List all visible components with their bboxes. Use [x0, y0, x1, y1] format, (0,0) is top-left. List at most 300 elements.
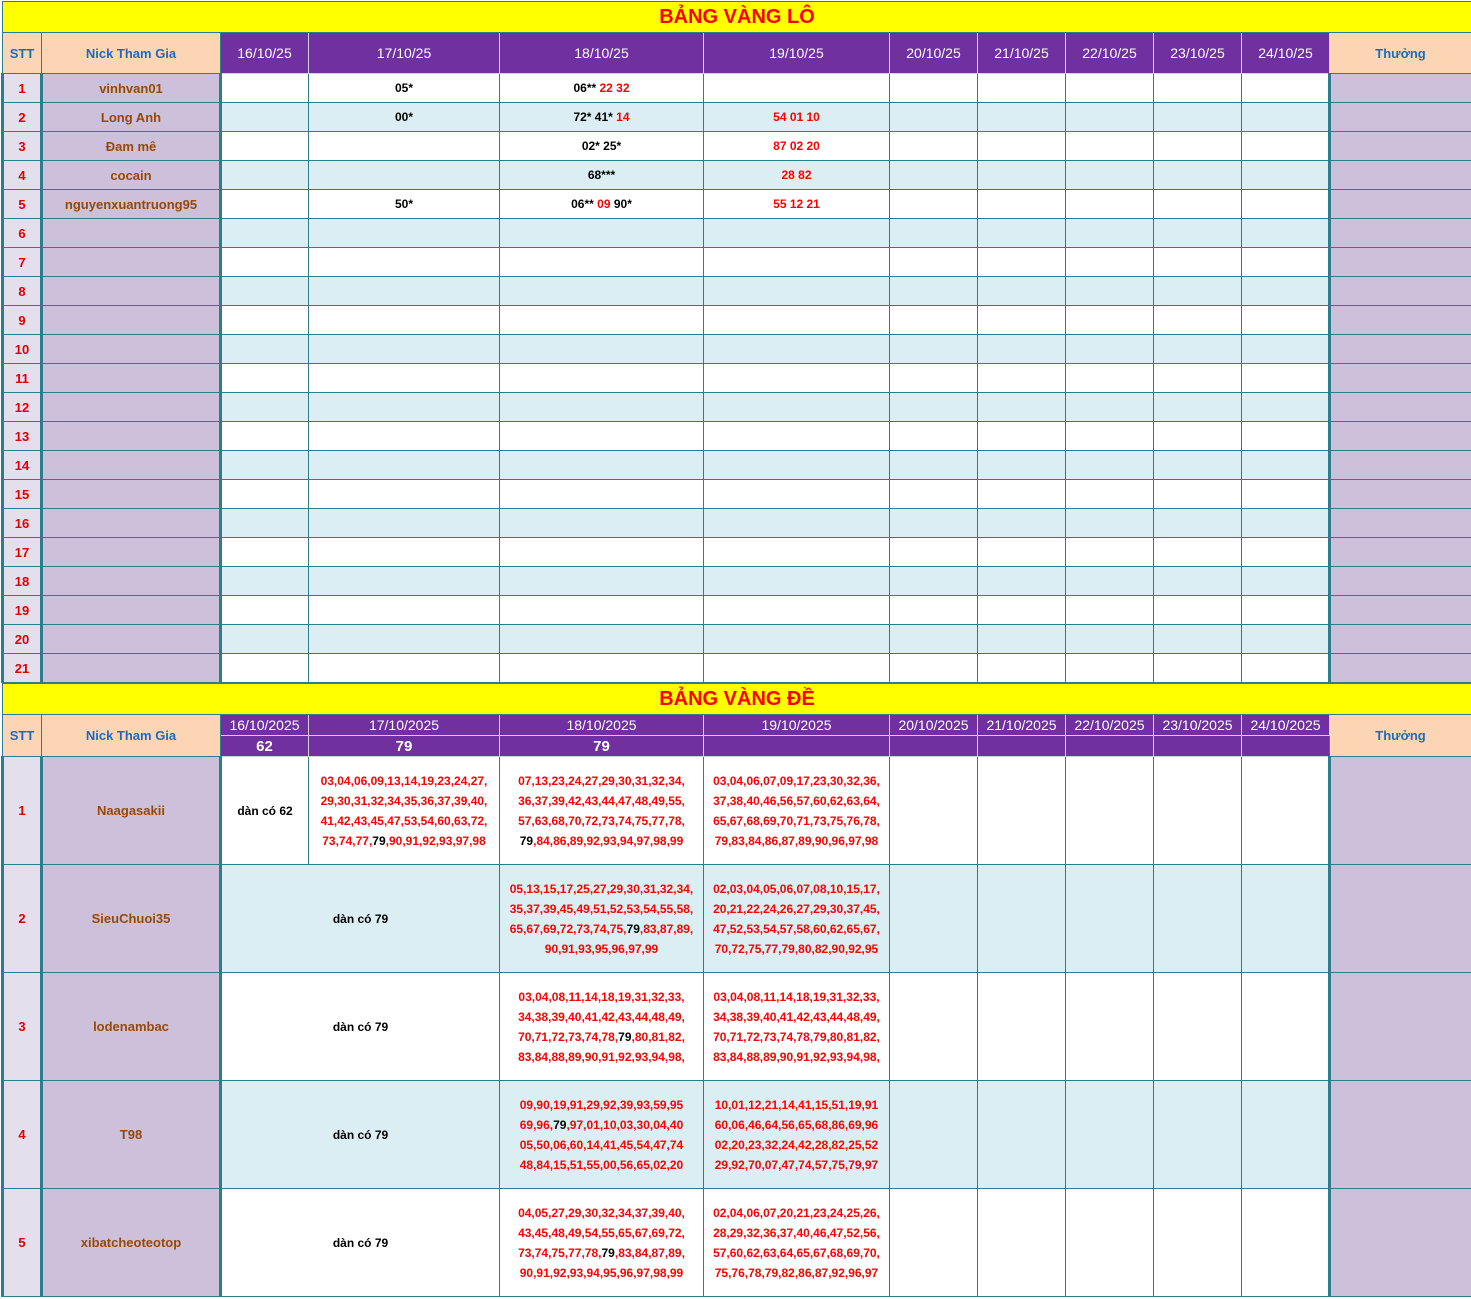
lo-cell — [500, 219, 704, 248]
de-number-text: 70,71,72,73,74,78, — [518, 1029, 619, 1044]
lo-row-stt: 6 — [3, 219, 42, 248]
de-number-line — [704, 987, 889, 1007]
lo-cell — [500, 567, 704, 596]
de-number-line — [704, 1007, 889, 1027]
lo-cell — [309, 248, 500, 277]
lo-cell — [704, 277, 890, 306]
de-result: 79 — [309, 736, 500, 757]
de-cell-empty — [1066, 1189, 1154, 1297]
de-number-text: 03,04,08,11,14,18,19,31,32,33, — [518, 989, 685, 1004]
lo-cell — [1066, 335, 1154, 364]
de-number-text: 79,83,84,86,87,89,90,96,97,98 — [714, 833, 879, 848]
de-cell-empty — [978, 973, 1066, 1081]
de-header-nick: Nick Tham Gia — [42, 715, 221, 757]
lo-cell — [890, 451, 978, 480]
lo-row-nick — [42, 364, 221, 393]
de-row-stt: 4 — [3, 1081, 42, 1189]
lo-cell — [221, 248, 309, 277]
lo-row — [3, 625, 1471, 654]
lo-cell — [221, 277, 309, 306]
lo-row-thuong — [1330, 422, 1471, 451]
de-cell-empty — [1242, 757, 1330, 865]
lo-cell — [1066, 451, 1154, 480]
bang-vang-de-table — [1, 683, 1471, 1297]
lo-cell — [309, 190, 500, 219]
lo-cell — [1154, 451, 1242, 480]
de-number-text: 04,05,27,29,30,32,34,37,39,40, — [518, 1205, 685, 1220]
lo-cell — [978, 190, 1066, 219]
lo-row-stt: 10 — [3, 335, 42, 364]
de-number-text: 03,04,08,11,14,18,19,31,32,33, — [713, 989, 880, 1004]
lo-cell — [500, 625, 704, 654]
lo-cell — [890, 364, 978, 393]
de-row — [3, 973, 1471, 1081]
lo-cell — [1242, 248, 1330, 277]
lo-cell — [1242, 509, 1330, 538]
de-number-line — [500, 1007, 703, 1027]
lo-cell — [1154, 625, 1242, 654]
lo-cell — [1242, 567, 1330, 596]
lo-row-nick — [42, 248, 221, 277]
lo-cell — [704, 161, 890, 190]
de-cell-empty — [1242, 973, 1330, 1081]
lo-cell — [890, 567, 978, 596]
de-row-stt: 5 — [3, 1189, 42, 1297]
lo-row-thuong — [1330, 161, 1471, 190]
de-number-line — [309, 771, 499, 791]
lo-cell — [1066, 306, 1154, 335]
lo-cell — [309, 103, 500, 132]
lo-cell — [1242, 364, 1330, 393]
lo-cell — [1066, 654, 1154, 683]
lo-number-text: 50* — [394, 197, 414, 211]
lo-cell — [221, 654, 309, 683]
de-header-date: 22/10/2025 — [1066, 715, 1154, 736]
de-cell-empty — [890, 973, 978, 1081]
lo-cell — [704, 480, 890, 509]
de-number-text: 60,06,46,64,56,65,68,86,69,96 — [714, 1117, 879, 1132]
lo-cell — [221, 364, 309, 393]
lo-row-thuong — [1330, 567, 1471, 596]
de-cell-text: dàn có 62 — [221, 757, 309, 865]
lo-number-text: 00* — [394, 110, 414, 124]
lo-cell — [704, 248, 890, 277]
de-cell-empty — [1242, 865, 1330, 973]
lo-title: BẢNG VÀNG LÔ — [3, 2, 1471, 33]
de-number-line — [500, 1263, 703, 1283]
lo-cell — [1154, 393, 1242, 422]
lo-number-text: 14 — [616, 110, 630, 124]
lo-cell — [890, 596, 978, 625]
lo-row-nick — [42, 335, 221, 364]
lo-row-nick — [42, 596, 221, 625]
lo-row — [3, 103, 1471, 132]
de-number-line — [500, 1155, 703, 1175]
lo-row — [3, 74, 1471, 103]
de-number-text: 29,92,70,07,47,74,57,75,79,97 — [714, 1157, 879, 1172]
lo-row-thuong — [1330, 393, 1471, 422]
lo-cell — [1242, 596, 1330, 625]
lo-cell — [978, 654, 1066, 683]
lo-row-stt: 2 — [3, 103, 42, 132]
lo-cell — [704, 190, 890, 219]
lo-cell — [1242, 103, 1330, 132]
lo-cell — [309, 596, 500, 625]
lo-body — [3, 74, 1471, 683]
de-number-text: 70,71,72,73,74,78,79,80,81,82, — [713, 1029, 880, 1044]
lo-cell — [1066, 480, 1154, 509]
de-number-text: ,97,01,10,03,30,04,40 — [566, 1117, 684, 1132]
lo-row — [3, 161, 1471, 190]
lo-number-text: 06** — [573, 81, 597, 95]
lo-row-stt: 15 — [3, 480, 42, 509]
lo-row — [3, 654, 1471, 683]
lo-row-stt: 18 — [3, 567, 42, 596]
lo-cell — [221, 335, 309, 364]
lo-cell — [1242, 480, 1330, 509]
de-number-text: 69,96, — [519, 1117, 554, 1132]
lo-cell — [978, 335, 1066, 364]
lo-row-thuong — [1330, 538, 1471, 567]
de-number-text: 37,38,40,46,56,57,60,62,63,64, — [713, 793, 880, 808]
de-number-text: 05,13,15,17,25,27,29,30,31,32,34, — [509, 881, 694, 896]
lo-number-text: 55 12 21 — [773, 197, 820, 211]
lo-cell — [890, 625, 978, 654]
lo-cell — [1066, 161, 1154, 190]
lo-cell — [978, 393, 1066, 422]
de-cell-text: dàn có 79 — [221, 973, 500, 1081]
de-header-thuong: Thưởng — [1330, 715, 1471, 757]
de-row-thuong — [1330, 757, 1471, 865]
lo-row-stt: 9 — [3, 306, 42, 335]
de-row-nick: SieuChuoi35 — [42, 865, 221, 973]
lo-cell — [890, 538, 978, 567]
lo-cell — [500, 277, 704, 306]
lo-cell — [500, 248, 704, 277]
lo-row-stt: 17 — [3, 538, 42, 567]
lo-number-text: 02* 25* — [581, 139, 622, 153]
de-number-line — [500, 939, 703, 959]
lo-cell — [221, 451, 309, 480]
lo-cell — [1242, 422, 1330, 451]
de-cell-empty — [1242, 1189, 1330, 1297]
de-number-text: 83,84,88,89,90,91,92,93,94,98, — [518, 1049, 685, 1064]
de-number-line — [704, 771, 889, 791]
lo-cell — [890, 190, 978, 219]
lo-cell — [978, 480, 1066, 509]
de-cell-empty — [1242, 1081, 1330, 1189]
de-number-list — [704, 865, 890, 973]
lo-cell — [1154, 335, 1242, 364]
lo-cell — [978, 451, 1066, 480]
lo-cell — [978, 74, 1066, 103]
lo-cell — [1066, 132, 1154, 161]
lo-cell — [1154, 306, 1242, 335]
lo-cell — [1242, 451, 1330, 480]
de-number-text: 36,37,39,42,43,44,47,48,49,55, — [518, 793, 685, 808]
de-number-text: 48,84,15,51,55,00,56,65,02,20 — [519, 1157, 684, 1172]
lo-cell — [890, 277, 978, 306]
de-number-text: 10,01,12,21,14,41,15,51,19,91 — [714, 1097, 879, 1112]
lo-row-stt: 21 — [3, 654, 42, 683]
de-number-line — [704, 879, 889, 899]
lo-header-thuong: Thưởng — [1330, 33, 1471, 74]
bang-vang-lo-table — [1, 1, 1471, 683]
lo-header-date: 17/10/25 — [309, 33, 500, 74]
de-cell-empty — [1154, 1189, 1242, 1297]
de-row-nick: lodenambac — [42, 973, 221, 1081]
lo-cell — [1242, 625, 1330, 654]
de-number-line — [704, 1243, 889, 1263]
de-number-text: 65,67,69,72,73,74,75, — [509, 921, 627, 936]
de-number-line — [500, 1223, 703, 1243]
lo-row-nick: Đam mê — [42, 132, 221, 161]
lo-cell — [1066, 567, 1154, 596]
lo-cell — [1242, 132, 1330, 161]
lo-cell — [500, 364, 704, 393]
lo-row-nick — [42, 306, 221, 335]
lo-row-nick: cocain — [42, 161, 221, 190]
de-number-line — [704, 1135, 889, 1155]
lo-cell — [978, 596, 1066, 625]
de-number-text: 09,90,19,91,29,92,39,93,59,95 — [519, 1097, 684, 1112]
de-number-list — [500, 757, 704, 865]
lo-row — [3, 219, 1471, 248]
de-number-text: 75,76,78,79,82,86,87,92,96,97 — [714, 1265, 879, 1280]
lo-cell — [500, 538, 704, 567]
lo-cell — [1154, 103, 1242, 132]
lo-row-stt: 13 — [3, 422, 42, 451]
lo-cell — [309, 422, 500, 451]
de-number-text: 57,60,62,63,64,65,67,68,69,70, — [713, 1245, 880, 1260]
de-number-text: 20,21,22,24,26,27,29,30,37,45, — [713, 901, 880, 916]
lo-cell — [500, 596, 704, 625]
lo-row-thuong — [1330, 277, 1471, 306]
lo-cell — [890, 509, 978, 538]
de-number-line — [500, 791, 703, 811]
de-number-text: 03,04,06,07,09,17,23,30,32,36, — [713, 773, 880, 788]
de-number-text: 79 — [372, 833, 386, 848]
de-number-line — [500, 919, 703, 939]
lo-row-nick: Long Anh — [42, 103, 221, 132]
lo-row-stt: 11 — [3, 364, 42, 393]
de-number-line — [500, 1203, 703, 1223]
lo-cell — [221, 306, 309, 335]
de-number-text: 02,03,04,05,06,07,08,10,15,17, — [713, 881, 880, 896]
lo-cell — [1242, 219, 1330, 248]
lo-cell — [309, 393, 500, 422]
lo-cell — [500, 393, 704, 422]
de-number-text: 34,38,39,40,41,42,43,44,48,49, — [713, 1009, 880, 1024]
lo-cell — [890, 132, 978, 161]
de-cell-text: dàn có 79 — [221, 1081, 500, 1189]
lo-row-thuong — [1330, 248, 1471, 277]
de-number-text: 90,91,93,95,96,97,99 — [544, 941, 659, 956]
lo-header-date: 18/10/25 — [500, 33, 704, 74]
lo-cell — [309, 538, 500, 567]
de-number-line — [704, 1095, 889, 1115]
lo-cell — [890, 480, 978, 509]
lo-row — [3, 480, 1471, 509]
de-header-date: 21/10/2025 — [978, 715, 1066, 736]
de-row — [3, 757, 1471, 865]
lo-cell — [704, 306, 890, 335]
lo-number-text: 72* 41* — [573, 110, 613, 124]
de-row — [3, 865, 1471, 973]
de-cell-text: dàn có 79 — [221, 1189, 500, 1297]
lo-cell — [1066, 248, 1154, 277]
de-row-thuong — [1330, 1081, 1471, 1189]
lo-cell — [704, 74, 890, 103]
de-body — [3, 757, 1471, 1297]
lo-cell — [704, 335, 890, 364]
de-row-thuong — [1330, 973, 1471, 1081]
lo-row — [3, 538, 1471, 567]
lo-row — [3, 335, 1471, 364]
lo-cell — [978, 364, 1066, 393]
lo-cell — [500, 480, 704, 509]
de-number-text: 02,20,23,32,24,42,28,82,25,52 — [714, 1137, 879, 1152]
lo-cell — [978, 306, 1066, 335]
lo-number-text: 05* — [394, 81, 414, 95]
de-number-text: 47,52,53,54,57,58,60,62,65,67, — [713, 921, 880, 936]
de-row-nick: Naagasakii — [42, 757, 221, 865]
de-number-line — [500, 811, 703, 831]
lo-cell — [500, 451, 704, 480]
lo-cell — [221, 538, 309, 567]
lo-row-nick — [42, 567, 221, 596]
lo-cell — [500, 161, 704, 190]
lo-cell — [1154, 596, 1242, 625]
de-number-text: 02,04,06,07,20,21,23,24,25,26, — [713, 1205, 880, 1220]
lo-cell — [978, 219, 1066, 248]
lo-cell — [1242, 538, 1330, 567]
de-row — [3, 1189, 1471, 1297]
de-number-text: 73,74,75,77,78, — [518, 1245, 602, 1260]
de-number-text: 29,30,31,32,34,35,36,37,39,40, — [320, 793, 488, 808]
lo-row-nick: nguyenxuantruong95 — [42, 190, 221, 219]
de-number-text: 57,63,68,70,72,73,74,75,77,78, — [518, 813, 685, 828]
de-row-stt: 1 — [3, 757, 42, 865]
lo-cell — [1154, 74, 1242, 103]
de-number-line — [309, 791, 499, 811]
lo-row-thuong — [1330, 625, 1471, 654]
de-number-text: ,83,87,89, — [639, 921, 694, 936]
de-number-text: 79 — [553, 1117, 567, 1132]
de-number-text: 07,13,23,24,27,29,30,31,32,34, — [518, 773, 685, 788]
lo-header-date: 19/10/25 — [704, 33, 890, 74]
lo-cell — [221, 596, 309, 625]
lo-cell — [1066, 596, 1154, 625]
lo-header-date: 20/10/25 — [890, 33, 978, 74]
de-number-line — [500, 987, 703, 1007]
lo-row-nick — [42, 480, 221, 509]
lo-row-stt: 16 — [3, 509, 42, 538]
de-cell-empty — [1066, 973, 1154, 1081]
lo-cell — [704, 103, 890, 132]
de-header-date: 20/10/2025 — [890, 715, 978, 736]
lo-cell — [221, 480, 309, 509]
lo-cell — [890, 422, 978, 451]
lo-cell — [1154, 161, 1242, 190]
lo-header-nick: Nick Tham Gia — [42, 33, 221, 74]
lo-cell — [1242, 306, 1330, 335]
de-cell-empty — [978, 1189, 1066, 1297]
de-row-nick: T98 — [42, 1081, 221, 1189]
lo-cell — [704, 625, 890, 654]
lo-cell — [221, 132, 309, 161]
lo-row — [3, 248, 1471, 277]
lo-cell — [890, 74, 978, 103]
lo-cell — [221, 625, 309, 654]
de-result — [1066, 736, 1154, 757]
lo-cell — [1066, 103, 1154, 132]
lo-cell — [890, 393, 978, 422]
lo-cell — [890, 306, 978, 335]
de-number-list — [500, 1081, 704, 1189]
lo-cell — [1242, 277, 1330, 306]
lo-row-thuong — [1330, 451, 1471, 480]
lo-cell — [1066, 393, 1154, 422]
lo-row-stt: 3 — [3, 132, 42, 161]
de-number-text: 41,42,43,45,47,53,54,60,63,72, — [320, 813, 488, 828]
lo-row-thuong — [1330, 132, 1471, 161]
lo-cell — [1066, 422, 1154, 451]
lo-cell — [1242, 161, 1330, 190]
de-row-thuong — [1330, 1189, 1471, 1297]
de-number-text: ,83,84,87,89, — [614, 1245, 685, 1260]
de-number-text: 73,74,77, — [322, 833, 373, 848]
lo-row-thuong — [1330, 364, 1471, 393]
de-number-line — [704, 1027, 889, 1047]
de-number-text: 43,45,48,49,54,55,65,67,69,72, — [518, 1225, 685, 1240]
lo-row — [3, 422, 1471, 451]
lo-cell — [704, 654, 890, 683]
lo-cell — [1066, 364, 1154, 393]
de-number-line — [500, 1135, 703, 1155]
lo-number-text: 68*** — [587, 168, 616, 182]
de-cell-empty — [978, 757, 1066, 865]
de-number-list — [704, 1189, 890, 1297]
de-number-line — [704, 1155, 889, 1175]
lo-row-nick — [42, 277, 221, 306]
lo-cell — [704, 422, 890, 451]
de-cell-empty — [978, 1081, 1066, 1189]
lo-row-nick — [42, 654, 221, 683]
de-number-line — [500, 1115, 703, 1135]
lo-row-nick — [42, 451, 221, 480]
de-number-line — [704, 1223, 889, 1243]
lo-cell — [1154, 190, 1242, 219]
de-number-text: ,90,91,92,93,97,98 — [385, 833, 486, 848]
de-number-line — [704, 1047, 889, 1067]
lo-cell — [1242, 190, 1330, 219]
lo-cell — [1242, 74, 1330, 103]
de-cell-empty — [1066, 1081, 1154, 1189]
lo-cell — [704, 219, 890, 248]
lo-cell — [704, 451, 890, 480]
lo-cell — [309, 219, 500, 248]
de-cell-text: dàn có 79 — [221, 865, 500, 973]
de-cell-empty — [890, 757, 978, 865]
lo-cell — [221, 509, 309, 538]
lo-row-nick — [42, 509, 221, 538]
lo-cell — [309, 161, 500, 190]
lo-header-stt: STT — [3, 33, 42, 74]
de-number-list — [704, 757, 890, 865]
de-number-line — [704, 1263, 889, 1283]
lo-cell — [1154, 219, 1242, 248]
